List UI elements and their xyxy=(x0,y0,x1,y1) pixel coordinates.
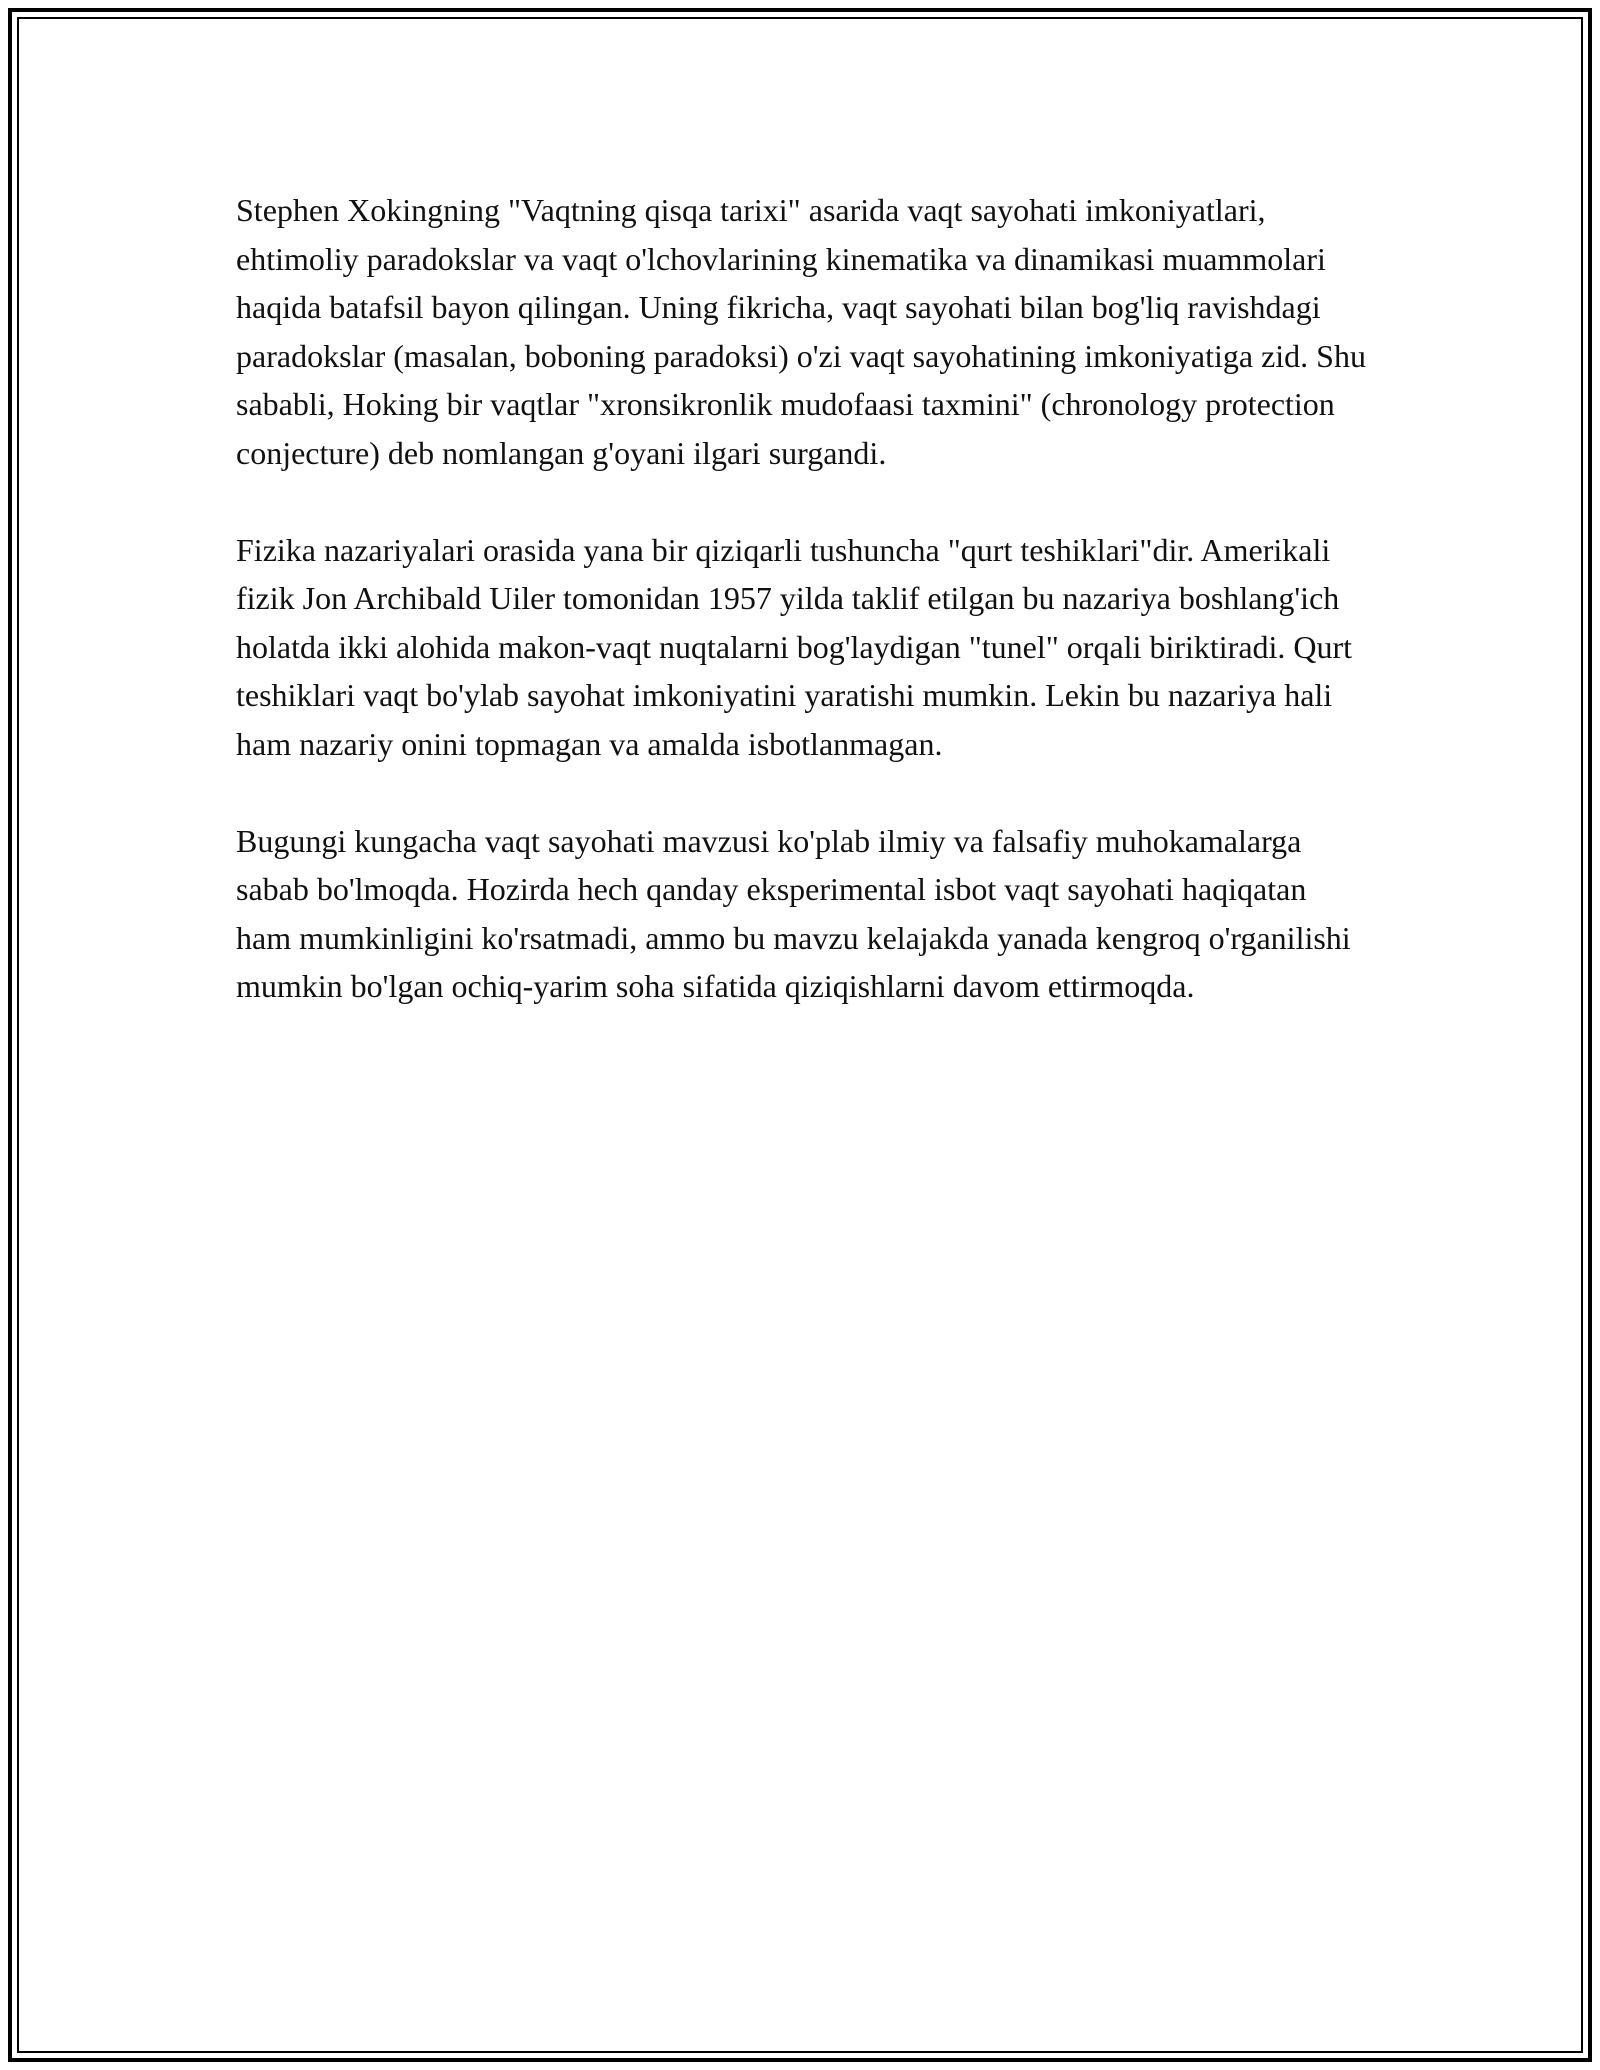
paragraph-3: Bugungi kungacha vaqt sayohati mavzusi ko'plab ilmiy va falsafiy muhokamalarga sabab bo'lmoqda. Hozirda hech qanday eksperimental isbot vaqt sayohati haqiqatan ham mumkinligini ko'rsatmadi, ammo bu mavzu kelajakda yanada kengroq o'rganilishi mumkin bo'lgan ochiq-yarim soha sifatida qiziqishlarni davom ettirmoqda. xyxy=(236,822,1351,1004)
paragraph-2: Fizika nazariyalari orasida yana bir qiziqarli tushuncha "qurt teshiklari"dir. Amerikali fizik Jon Archibald Uiler tomonidan 1957 yilda taklif etilgan bu nazariya boshlang'ich holatda ikki alohida makon-vaqt nuqtalarni bog'laydigan "tunel" orqali biriktiradi. Qurt teshiklari vaqt bo'ylab sayohat imkoniyatini yaratishi mumkin. Lekin bu nazariya hali ham nazariy onini topmagan va amalda isbotlanmagan. xyxy=(236,531,1353,762)
paragraph-1: Stephen Xokingning "Vaqtning qisqa tarixi" asarida vaqt sayohati imkoniyatlari, ehtimoliy paradokslar va vaqt o'lchovlarining kinematika va dinamikasi muammolari haqida batafsil bayon qilingan. Uning fikricha, vaqt sayohati bilan bog'liq ravishdagi paradokslar (masalan, boboning paradoksi) o'zi vaqt sayohatining imkoniyatiga zid. Shu sababli, Hoking bir vaqtlar "xronsikronlik mudofaasi taxmini" (chronology protection conjecture) deb nomlangan g'oyani ilgari surgandi. xyxy=(236,192,1366,471)
document-body xyxy=(236,186,1366,1059)
